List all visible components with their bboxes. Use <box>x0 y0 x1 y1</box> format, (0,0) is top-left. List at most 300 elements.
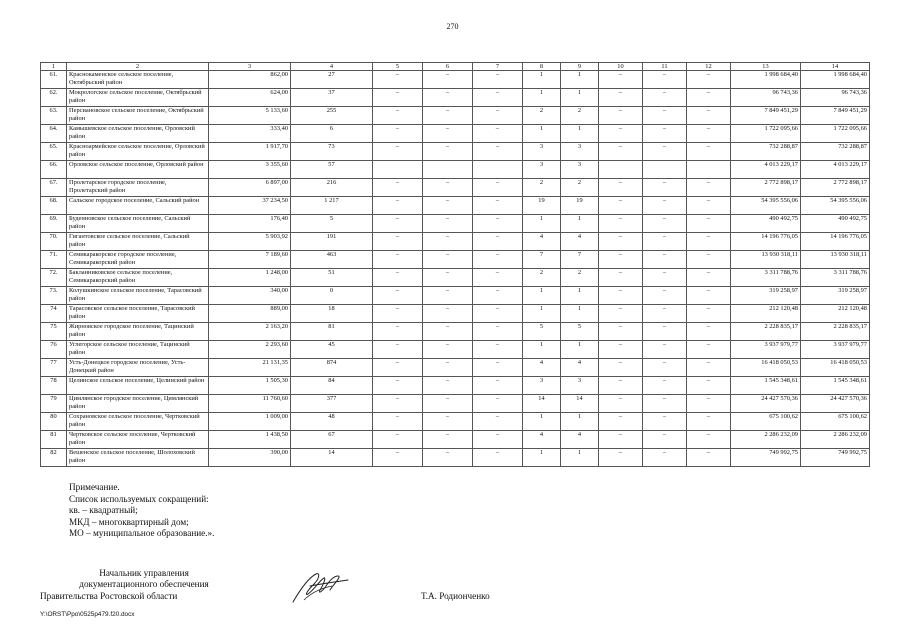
notes-abbrev-kv: кв. – квадратный; <box>69 505 138 516</box>
table-cell: – <box>373 305 423 323</box>
table-cell: – <box>373 431 423 449</box>
table-cell: – <box>599 395 643 413</box>
table-cell: 1 <box>523 449 561 467</box>
table-cell: – <box>423 377 473 395</box>
table-cell: – <box>687 305 731 323</box>
column-header-4: 4 <box>291 63 373 71</box>
table-cell: 2 <box>561 269 599 287</box>
table-cell: 340,00 <box>209 287 291 305</box>
table-cell: – <box>687 215 731 233</box>
table-row <box>41 377 870 395</box>
table-row <box>41 197 870 215</box>
table-cell: 3 937 979,77 <box>801 341 870 359</box>
table-cell: – <box>423 305 473 323</box>
table-cell: – <box>643 377 687 395</box>
table-cell: – <box>473 341 523 359</box>
table-cell: 1 <box>561 305 599 323</box>
table-cell: – <box>373 359 423 377</box>
table-cell: – <box>599 215 643 233</box>
settlement-name-cell: Краснокаменское сельское поселение, Октябрьский район <box>67 71 209 89</box>
table-cell: 5 903,92 <box>209 233 291 251</box>
table-row <box>41 341 870 359</box>
table-cell: – <box>687 449 731 467</box>
table-cell: 675 100,62 <box>801 413 870 431</box>
settlement-name-cell: Пролетарское городское поселение, Пролетарский район <box>67 179 209 197</box>
table-cell: – <box>687 395 731 413</box>
notes-abbrev-title: Список используемых сокращений: <box>69 493 209 504</box>
table-cell: – <box>423 323 473 341</box>
table-cell: – <box>423 179 473 197</box>
table-row <box>41 107 870 125</box>
table-cell: 78 <box>41 377 67 395</box>
table-cell: – <box>599 449 643 467</box>
table-cell: – <box>687 71 731 89</box>
table-cell: – <box>687 431 731 449</box>
table-cell: 72. <box>41 269 67 287</box>
table-cell: 2 772 898,17 <box>801 179 870 197</box>
table-row <box>41 215 870 233</box>
table-cell: 212 120,48 <box>801 305 870 323</box>
table-cell: – <box>599 125 643 143</box>
table-cell: – <box>423 431 473 449</box>
table-cell: 191 <box>291 233 373 251</box>
table-cell: – <box>643 395 687 413</box>
table-cell: 73 <box>291 143 373 161</box>
table-cell: – <box>373 143 423 161</box>
column-header-5: 5 <box>373 63 423 71</box>
table-cell: 3 <box>561 377 599 395</box>
table-cell: 61. <box>41 71 67 89</box>
file-path: Y:\ORST\Ppo\0525p479.f20.docx <box>40 611 135 618</box>
table-cell: 82 <box>41 449 67 467</box>
table-cell: – <box>473 287 523 305</box>
table-cell: 4 <box>523 359 561 377</box>
table-cell: 1 722 095,66 <box>801 125 870 143</box>
table-cell: 64. <box>41 125 67 143</box>
table-cell: 13 930 318,11 <box>801 251 870 269</box>
table-cell: – <box>423 71 473 89</box>
table-cell: – <box>643 143 687 161</box>
table-cell: – <box>643 287 687 305</box>
table-cell: – <box>687 89 731 107</box>
table-cell: 874 <box>291 359 373 377</box>
table-cell: 624,00 <box>209 89 291 107</box>
table-cell: 2 <box>523 269 561 287</box>
column-header-14: 14 <box>801 63 870 71</box>
table-cell: – <box>373 449 423 467</box>
table-cell: 333,40 <box>209 125 291 143</box>
table-cell <box>599 161 643 179</box>
table-cell: 7 <box>523 251 561 269</box>
table-cell: – <box>643 197 687 215</box>
settlement-name-cell: Орловское сельское поселение, Орловский район <box>67 161 209 179</box>
table-cell: 3 <box>523 377 561 395</box>
table-cell: – <box>599 71 643 89</box>
column-header-10: 10 <box>599 63 643 71</box>
table-cell: – <box>373 287 423 305</box>
table-cell: – <box>373 71 423 89</box>
table-cell: – <box>643 269 687 287</box>
table-cell: 889,00 <box>209 305 291 323</box>
table-cell: 2 <box>561 179 599 197</box>
table-cell: 13 930 318,11 <box>731 251 801 269</box>
table-cell: – <box>687 233 731 251</box>
table-cell: 255 <box>291 107 373 125</box>
table-cell: – <box>643 107 687 125</box>
table-cell <box>687 161 731 179</box>
table-cell: – <box>643 431 687 449</box>
column-header-7: 7 <box>473 63 523 71</box>
notes-abbrev-mo: МО – муниципальное образование.». <box>69 528 215 539</box>
table-cell: 1 917,70 <box>209 143 291 161</box>
table-row <box>41 125 870 143</box>
table-cell: 2 228 835,17 <box>801 323 870 341</box>
table-cell: 2 <box>561 107 599 125</box>
table-cell: – <box>373 179 423 197</box>
table-cell: 212 120,48 <box>731 305 801 323</box>
table-row <box>41 179 870 197</box>
table-cell: 2 286 232,09 <box>731 431 801 449</box>
table-row <box>41 269 870 287</box>
table-cell: – <box>423 449 473 467</box>
table-cell: 1 <box>523 71 561 89</box>
table-cell <box>643 161 687 179</box>
table-cell: 73. <box>41 287 67 305</box>
table-cell: – <box>373 233 423 251</box>
table-cell: 14 <box>561 395 599 413</box>
table-cell: 1 217 <box>291 197 373 215</box>
table-cell: 7 <box>561 251 599 269</box>
table-cell: 319 258,97 <box>731 287 801 305</box>
table-cell: 2 772 898,17 <box>731 179 801 197</box>
settlement-name-cell: Сальское городское поселение, Сальский район <box>67 197 209 215</box>
table-cell: 5 133,60 <box>209 107 291 125</box>
table-cell: – <box>423 359 473 377</box>
table-cell: – <box>373 215 423 233</box>
table-cell: – <box>423 215 473 233</box>
table-cell: – <box>687 251 731 269</box>
settlement-name-cell: Буденновское сельское поселение, Сальский район <box>67 215 209 233</box>
table-cell: 3 <box>561 161 599 179</box>
table-cell: – <box>599 233 643 251</box>
settlement-name-cell: Усть-Донецкое городское поселение, Усть-Донецкий район <box>67 359 209 377</box>
table-cell: 390,00 <box>209 449 291 467</box>
table-cell: 54 395 556,06 <box>731 197 801 215</box>
table-row <box>41 359 870 377</box>
table-cell: – <box>473 431 523 449</box>
table-cell: – <box>373 125 423 143</box>
table-cell: – <box>373 377 423 395</box>
table-cell: – <box>599 413 643 431</box>
table-cell: – <box>643 71 687 89</box>
table-cell: – <box>687 179 731 197</box>
table-cell: 24 427 570,36 <box>801 395 870 413</box>
table-cell: 67. <box>41 179 67 197</box>
table-cell: 4 <box>561 359 599 377</box>
table-cell: 7 189,60 <box>209 251 291 269</box>
table-cell: – <box>373 107 423 125</box>
table-cell: 1 248,00 <box>209 269 291 287</box>
table-cell: – <box>599 197 643 215</box>
table-cell: 2 <box>523 179 561 197</box>
table-row <box>41 143 870 161</box>
table-cell: 490 492,75 <box>801 215 870 233</box>
settlement-name-cell: Тарасовское сельское поселение, Тарасовский район <box>67 305 209 323</box>
table-cell: – <box>473 323 523 341</box>
table-cell: 4 <box>523 233 561 251</box>
settlement-name-cell: Персиановское сельское поселение, Октябрьский район <box>67 107 209 125</box>
table-cell: 48 <box>291 413 373 431</box>
table-cell: – <box>687 359 731 377</box>
table-cell: 16 418 050,53 <box>731 359 801 377</box>
table-cell: – <box>599 323 643 341</box>
table-cell: – <box>473 197 523 215</box>
column-header-1: 1 <box>41 63 67 71</box>
table-cell: 70. <box>41 233 67 251</box>
table-cell: – <box>423 395 473 413</box>
column-header-13: 13 <box>731 63 801 71</box>
table-cell: 3 937 979,77 <box>731 341 801 359</box>
table-cell <box>423 161 473 179</box>
table-cell: 27 <box>291 71 373 89</box>
data-table <box>40 62 870 467</box>
table-cell: 1 <box>561 125 599 143</box>
table-cell: 14 <box>291 449 373 467</box>
table-cell: 62. <box>41 89 67 107</box>
table-cell: 3 <box>523 143 561 161</box>
settlement-name-cell: Сохрановское сельское поселение, Чертковский район <box>67 413 209 431</box>
table-cell: – <box>473 413 523 431</box>
table-cell: – <box>687 377 731 395</box>
table-cell: 81 <box>291 323 373 341</box>
table-cell: 3 311 788,76 <box>801 269 870 287</box>
table-cell: 377 <box>291 395 373 413</box>
table-cell: – <box>599 341 643 359</box>
table-cell: 21 131,35 <box>209 359 291 377</box>
table-cell: 5 <box>291 215 373 233</box>
table-cell: – <box>423 413 473 431</box>
table-cell: 176,40 <box>209 215 291 233</box>
table-cell: 3 355,60 <box>209 161 291 179</box>
table-row <box>41 71 870 89</box>
table-cell: 1 <box>523 413 561 431</box>
handwritten-signature <box>290 570 352 606</box>
settlement-name-cell: Колушкинское сельское поселение, Тарасовский район <box>67 287 209 305</box>
table-cell: – <box>599 179 643 197</box>
table-cell: 1 438,50 <box>209 431 291 449</box>
table-cell: – <box>423 143 473 161</box>
table-row <box>41 395 870 413</box>
table-cell: 732 288,87 <box>801 143 870 161</box>
table-cell: 54 395 556,06 <box>801 197 870 215</box>
table-cell: – <box>473 359 523 377</box>
table-cell: 5 <box>561 323 599 341</box>
signer-name: Т.А. Родионченко <box>421 591 490 601</box>
table-cell: – <box>373 413 423 431</box>
table-cell: – <box>423 251 473 269</box>
table-cell: – <box>423 233 473 251</box>
table-cell: 2 <box>523 107 561 125</box>
table-cell: – <box>643 323 687 341</box>
table-cell: 463 <box>291 251 373 269</box>
table-cell <box>373 161 423 179</box>
table-cell: 14 196 776,05 <box>801 233 870 251</box>
table-cell: 2 163,20 <box>209 323 291 341</box>
table-cell: – <box>423 107 473 125</box>
table-row <box>41 431 870 449</box>
table-cell: 80 <box>41 413 67 431</box>
table-row <box>41 161 870 179</box>
table-cell: – <box>473 215 523 233</box>
table-cell: 96 743,36 <box>731 89 801 107</box>
table-cell: – <box>473 305 523 323</box>
table-cell: 7 849 451,29 <box>801 107 870 125</box>
table-cell: – <box>599 143 643 161</box>
table-cell: – <box>473 377 523 395</box>
table-row <box>41 449 870 467</box>
table-cell: 490 492,75 <box>731 215 801 233</box>
notes-block <box>69 482 214 540</box>
table-cell: – <box>423 125 473 143</box>
table-cell: – <box>687 269 731 287</box>
table-cell: 1 545 348,61 <box>731 377 801 395</box>
table-cell: 0 <box>291 287 373 305</box>
table-cell: 18 <box>291 305 373 323</box>
table-cell: 75 <box>41 323 67 341</box>
table-cell: 68. <box>41 197 67 215</box>
table-cell: 2 293,60 <box>209 341 291 359</box>
table-cell: – <box>599 251 643 269</box>
table-cell: 37 <box>291 89 373 107</box>
table-cell: 862,00 <box>209 71 291 89</box>
table-cell: 5 <box>523 323 561 341</box>
table-cell: 749 992,75 <box>731 449 801 467</box>
table-cell: 749 992,75 <box>801 449 870 467</box>
table-cell: – <box>643 125 687 143</box>
table-cell: – <box>423 197 473 215</box>
table-cell: 1 <box>561 449 599 467</box>
table-cell: 1 <box>523 305 561 323</box>
table-cell: 216 <box>291 179 373 197</box>
settlement-name-cell: Семикаракорское городское поселение, Семикаракорский район <box>67 251 209 269</box>
table-cell: 1 <box>561 341 599 359</box>
settlement-name-cell: Целинское сельское поселение, Целинский район <box>67 377 209 395</box>
table-cell: 6 <box>291 125 373 143</box>
table-cell: 77 <box>41 359 67 377</box>
table-cell: 4 <box>561 431 599 449</box>
table-cell: 3 <box>523 161 561 179</box>
table-cell: – <box>373 269 423 287</box>
signature-organization: Правительства Ростовской области <box>40 590 178 601</box>
table-cell: 71. <box>41 251 67 269</box>
settlement-name-cell: Цимлянское городское поселение, Цимлянский район <box>67 395 209 413</box>
table-cell <box>473 161 523 179</box>
signature-block <box>40 568 248 602</box>
signature-title-line-1: Начальник управления <box>99 568 189 578</box>
table-cell: 74 <box>41 305 67 323</box>
notes-abbrev-mkd: МКД – многоквартирный дом; <box>69 516 189 527</box>
settlement-name-cell: Чертковское сельское поселение, Чертковский район <box>67 431 209 449</box>
settlement-name-cell: Жирновское городское поселение, Тацинский район <box>67 323 209 341</box>
table-cell: – <box>687 323 731 341</box>
table-cell: 11 760,60 <box>209 395 291 413</box>
table-cell: 4 013 229,17 <box>801 161 870 179</box>
table-cell: 24 427 570,36 <box>731 395 801 413</box>
table-cell: 63. <box>41 107 67 125</box>
table-row <box>41 233 870 251</box>
table-cell: – <box>473 125 523 143</box>
table-cell: 51 <box>291 269 373 287</box>
table-row <box>41 89 870 107</box>
settlement-name-cell: Углегорское сельское поселение, Тацинский район <box>67 341 209 359</box>
table-cell: 16 418 050,53 <box>801 359 870 377</box>
table-cell: 14 196 776,05 <box>731 233 801 251</box>
table-cell: – <box>473 143 523 161</box>
table-cell: 1 545 348,61 <box>801 377 870 395</box>
table-cell: 19 <box>561 197 599 215</box>
table-cell: – <box>643 251 687 269</box>
table-cell: 1 <box>523 287 561 305</box>
table-cell: – <box>473 71 523 89</box>
table-cell: – <box>599 269 643 287</box>
settlement-name-cell: Камышевское сельское поселение, Орловский район <box>67 125 209 143</box>
column-header-12: 12 <box>687 63 731 71</box>
table-cell: – <box>599 305 643 323</box>
table-cell: 14 <box>523 395 561 413</box>
table-cell: – <box>643 215 687 233</box>
table-cell: – <box>473 233 523 251</box>
column-header-9: 9 <box>561 63 599 71</box>
table-cell: – <box>687 125 731 143</box>
table-cell: – <box>423 287 473 305</box>
table-cell: – <box>473 89 523 107</box>
table-cell: 3 311 788,76 <box>731 269 801 287</box>
table-cell: – <box>687 413 731 431</box>
table-cell: 1 009,00 <box>209 413 291 431</box>
table-cell: – <box>599 107 643 125</box>
column-header-2: 2 <box>67 63 209 71</box>
table-cell: 1 <box>561 287 599 305</box>
column-header-6: 6 <box>423 63 473 71</box>
table-cell: 76 <box>41 341 67 359</box>
table-cell: – <box>599 359 643 377</box>
page-number: 270 <box>446 22 459 31</box>
table-cell: 4 <box>523 431 561 449</box>
table-cell: 67 <box>291 431 373 449</box>
table-cell: – <box>423 341 473 359</box>
table-cell: 319 258,97 <box>801 287 870 305</box>
table-cell: – <box>643 233 687 251</box>
table-cell: – <box>423 269 473 287</box>
table-cell: 732 288,87 <box>731 143 801 161</box>
settlement-name-cell: Красноармейское сельское поселение, Орловский район <box>67 143 209 161</box>
table-cell: 66. <box>41 161 67 179</box>
settlement-name-cell: Вешенское сельское поселение, Шолоховский район <box>67 449 209 467</box>
table-cell: – <box>473 395 523 413</box>
table-cell: 1 <box>561 89 599 107</box>
table-cell: 57 <box>291 161 373 179</box>
table-cell: 1 722 095,66 <box>731 125 801 143</box>
table-cell: – <box>373 341 423 359</box>
table-cell: – <box>373 395 423 413</box>
settlement-name-cell: Бакланниковское сельское поселение, Семикаракорский район <box>67 269 209 287</box>
table-cell: – <box>373 323 423 341</box>
table-cell: 1 998 684,40 <box>731 71 801 89</box>
table-cell: 79 <box>41 395 67 413</box>
table-cell: – <box>687 197 731 215</box>
table-cell: 675 100,62 <box>731 413 801 431</box>
table-cell: 84 <box>291 377 373 395</box>
